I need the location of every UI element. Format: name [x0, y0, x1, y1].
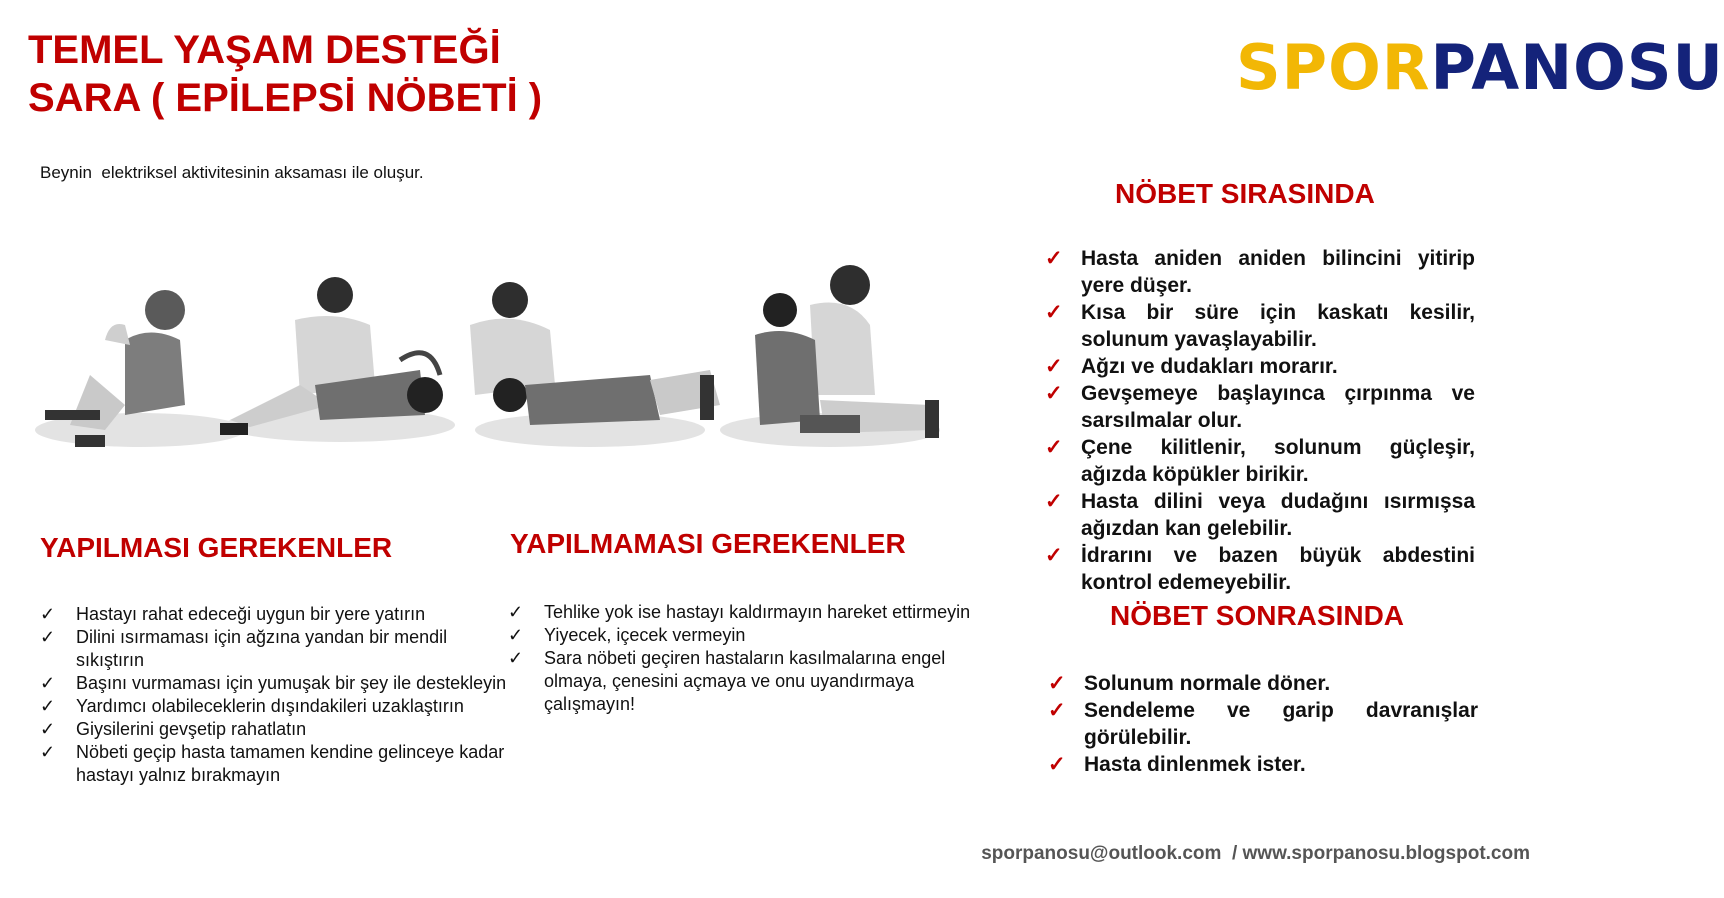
list-item-text: Hasta dinlenmek ister. — [1084, 753, 1306, 776]
list-item-text: Gevşemeye başlayınca çırpınma ve sarsılmalar olur. — [1081, 382, 1475, 432]
during-list — [1045, 245, 1475, 596]
check-icon: ✓ — [40, 696, 56, 716]
list-item — [1048, 751, 1478, 778]
list-item-text: Tehlike yok ise hastayı kaldırmayın hareket ettirmeyin — [544, 602, 971, 622]
list-item-text: Kısa bir süre için kaskatı kesilir, solunum yavaşlayabilir. — [1081, 301, 1475, 351]
illustration-panel-4 — [720, 265, 940, 447]
check-icon: ✓ — [40, 627, 56, 647]
check-icon: ✓ — [1045, 355, 1063, 378]
logo-part-2: PANOSU — [1430, 31, 1724, 104]
check-icon: ✓ — [40, 719, 56, 739]
list-item-text: Sara nöbeti geçiren hastaların kasılmalarına engel olmaya, çenesini açmaya ve onu uyandırmaya çalışmayın! — [544, 648, 946, 714]
list-item-text: Çene kilitlenir, solunum güçleşir, ağızda köpükler birikir. — [1081, 436, 1475, 486]
list-item-text: Yardımcı olabileceklerin dışındakileri uzaklaştırın — [76, 696, 464, 716]
donts-list — [508, 601, 988, 716]
list-item — [40, 603, 510, 626]
check-icon: ✓ — [1045, 544, 1063, 567]
sporpanosu-logo — [1236, 28, 1724, 108]
check-icon: ✓ — [40, 673, 56, 693]
list-item — [1045, 299, 1475, 353]
during-heading: NÖBET SIRASINDA — [1115, 178, 1375, 209]
list-item-text: Nöbeti geçip hasta tamamen kendine gelinceye kadar hastayı yalnız bırakmayın — [76, 742, 505, 785]
check-icon: ✓ — [1048, 699, 1066, 722]
list-item — [1045, 434, 1475, 488]
title-line-1: TEMEL YAŞAM DESTEĞİ — [28, 28, 501, 72]
page-title — [28, 26, 542, 122]
seizure-illustration — [30, 255, 980, 470]
list-item-text: Hasta aniden aniden bilincini yitirip yere düşer. — [1081, 247, 1475, 297]
list-item — [40, 718, 510, 741]
list-item — [40, 695, 510, 718]
list-item — [508, 624, 988, 647]
illustration-panel-3 — [470, 282, 720, 447]
list-item — [1045, 245, 1475, 299]
list-item — [40, 626, 510, 672]
list-item — [508, 647, 988, 716]
list-item-text: Solunum normale döner. — [1084, 672, 1331, 695]
list-item-text: Hastayı rahat edeceği uygun bir yere yatırın — [76, 604, 426, 624]
list-item — [40, 741, 510, 787]
dos-heading: YAPILMASI GEREKENLER — [40, 532, 393, 563]
title-line-2: SARA ( EPİLEPSİ NÖBETİ ) — [28, 76, 543, 120]
donts-heading: YAPILMAMASI GEREKENLER — [510, 528, 906, 559]
footer-contact: sporpanosu@outlook.com / www.sporpanosu.blogspot.com — [981, 843, 1530, 864]
illustration-panel-1 — [35, 290, 245, 447]
logo-part-1: SPOR — [1236, 31, 1431, 104]
list-item-text: Ağzı ve dudakları morarır. — [1081, 355, 1338, 378]
list-item — [508, 601, 988, 624]
check-icon: ✓ — [1045, 382, 1063, 405]
check-icon: ✓ — [40, 742, 56, 762]
list-item — [1045, 380, 1475, 434]
list-item-text: Yiyecek, içecek vermeyin — [544, 625, 746, 645]
dos-list — [40, 603, 510, 787]
list-item-text: Hasta dilini veya dudağını ısırmışsa ağızdan kan gelebilir. — [1081, 490, 1475, 540]
after-heading: NÖBET SONRASINDA — [1110, 600, 1405, 631]
list-item-text: İdrarını ve bazen büyük abdestini kontrol edemeyebilir. — [1081, 544, 1475, 594]
list-item — [1045, 353, 1475, 380]
list-item-text: Sendeleme ve garip davranışlar görülebilir. — [1084, 699, 1478, 749]
illustration-panel-2 — [220, 277, 455, 442]
after-list — [1048, 670, 1478, 778]
check-icon: ✓ — [508, 648, 524, 668]
list-item — [1048, 670, 1478, 697]
check-icon: ✓ — [1045, 490, 1063, 513]
list-item — [1048, 697, 1478, 751]
check-icon: ✓ — [508, 602, 524, 622]
list-item-text: Dilini ısırmaması için ağzına yandan bir mendil sıkıştırın — [76, 627, 448, 670]
check-icon: ✓ — [1048, 753, 1066, 776]
intro-text: Beynin elektriksel aktivitesinin aksaması ile oluşur. — [40, 163, 424, 182]
check-icon: ✓ — [40, 604, 56, 624]
list-item-text: Başını vurmaması için yumuşak bir şey ile destekleyin — [76, 673, 507, 693]
check-icon: ✓ — [1048, 672, 1066, 695]
check-icon: ✓ — [508, 625, 524, 645]
check-icon: ✓ — [1045, 247, 1063, 270]
list-item — [1045, 488, 1475, 542]
check-icon: ✓ — [1045, 436, 1063, 459]
check-icon: ✓ — [1045, 301, 1063, 324]
list-item — [1045, 542, 1475, 596]
list-item-text: Giysilerini gevşetip rahatlatın — [76, 719, 307, 739]
list-item — [40, 672, 510, 695]
